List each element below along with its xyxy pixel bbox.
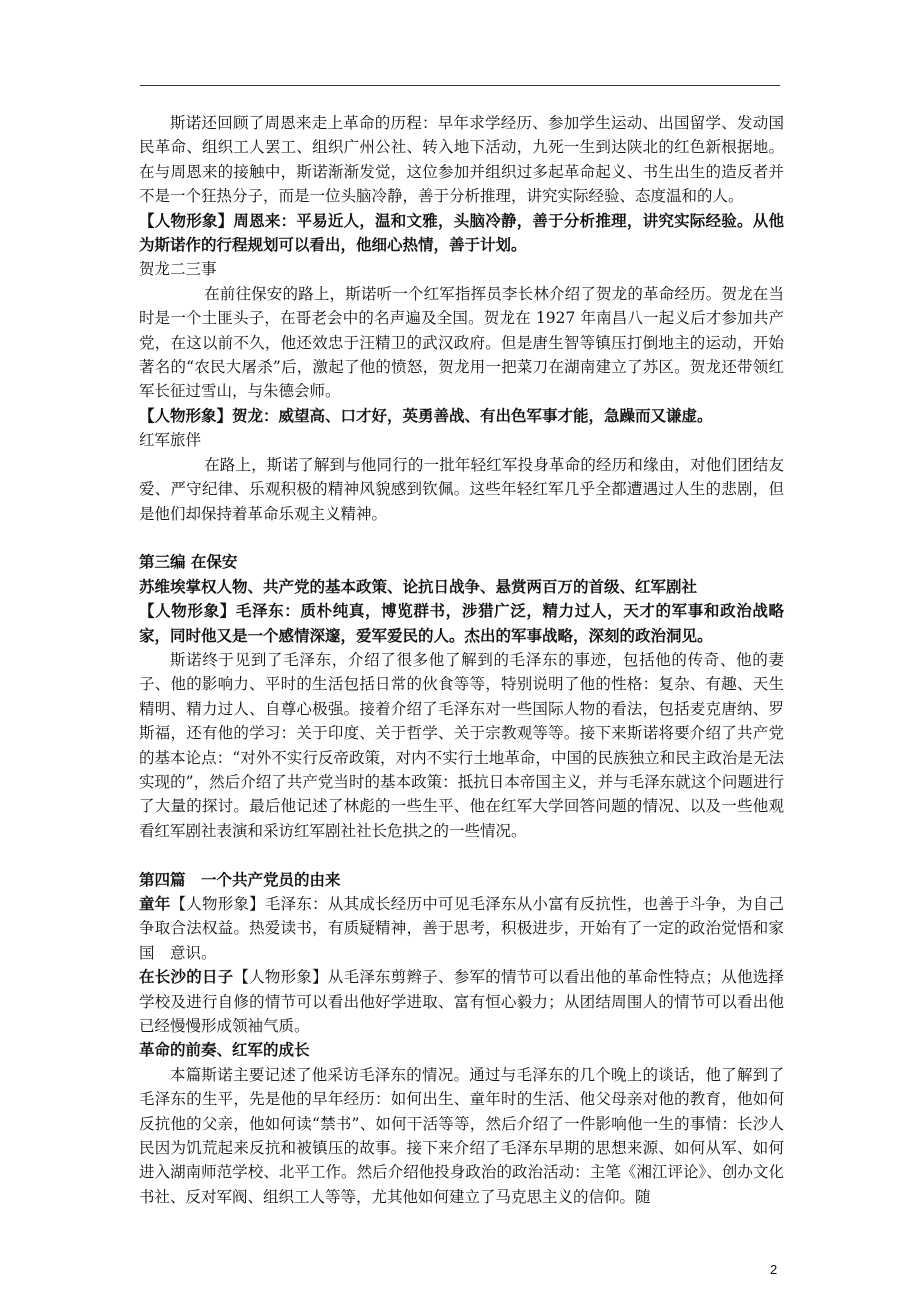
- mao-zedong-character: 【人物形象】毛泽东：质朴纯真，博览群书，涉猎广泛，精力过人，天才的军事和政治战略家，同时他又是一个感情深邃，爱军爱民的人。杰出的军事战略，深刻的政治洞见。: [139, 601, 784, 645]
- zhou-enlai-summary: 斯诺还回顾了周恩来走上革命的历程：早年求学经历、参加学生运动、出国留学、发动国民革命、组织工人罢工、组织广州公社、转入地下活动，九死一生到达陕北的红色新根据地。在与周恩来的接触中，斯诺渐渐发觉，这位参加并组织过多起革命起义、书生出生的造反者并不是一个狂热分子，而是一位头脑冷静，善于分析推理，讲究实际经验、态度温和的人。: [139, 114, 784, 206]
- red-army-companions-summary: 在路上，斯诺了解到与他同行的一批年轻红军投身革命的经历和缘由，对他们团结友爱、严守纪律、乐观积极的精神风貌感到钦佩。这些年轻红军几乎全都遭遇过人生的悲剧，但是他们却保持着革命乐观主义精神。: [139, 455, 784, 523]
- revolution-prelude-summary: 本篇斯诺主要记述了他采访毛泽东的情况。通过与毛泽东的几个晚上的谈话，他了解到了毛泽东的生平，先是他的早年经历：如何出生、童年时的生活、他父母亲对他的教育，他如何反抗他的父亲，他如何读“禁书”、如何干活等等，然后介绍了一件影响他一生的事情：长沙人民因为饥荒起来反抗和被镇压的故事。接下来介绍了毛泽东早期的思想来源、如何从军、如何进入湖南师范学校、北平工作。然后介绍他投身政治的政治活动：主笔《湘江评论》、创办文化书社、反对军阀、组织工人等等，尤其他如何建立了马克思主义的信仰。随: [139, 1065, 784, 1206]
- section-heading-he-long: 贺龙二三事: [139, 260, 217, 279]
- part-three-summary: 斯诺终于见到了毛泽东，介绍了很多他了解到的毛泽东的事迹，包括他的传奇、他的妻子、他的影响力、平时的生活包括日常的伙食等等，特别说明了他的性格：复杂、有趣、天生精明、精力过人、自尊心极强。接着介绍了毛泽东对一些国际人物的看法，包括麦克唐纳、罗斯福，还有他的学习：关于印度、关于哲学、关于宗教观等等。接下来斯诺将要介绍了共产党的基本论点：“对外不实行反帝政策，对内不实行土地革命，中国的民族独立和民主政治是无法实现的”，然后介绍了共产党当时的基本政策：抵抗日本帝国主义，并与毛泽东就这个问题进行了大量的探讨。最后他记述了林彪的一些生平、他在红军大学回答问题的情况、以及一些他观看红军剧社表演和采访红军剧社社长危拱之的一些情况。: [139, 650, 784, 840]
- header-rule: [140, 85, 780, 86]
- childhood-paragraph: [139, 892, 784, 965]
- childhood-character: 【人物形象】毛泽东：从其成长经历中可见毛泽东从小富有反抗性，也善于斗争，为自己争取合法权益。热爱读书，有质疑精神，善于思考，积极进步，开始有了一定的政治觉悟和家国 意识。: [139, 894, 784, 962]
- changsha-character: 【人物形象】从毛泽东剪辫子、参军的情节可以看出他的革命性特点；从他选择学校及进行自修的情节可以看出他好学进取、富有恒心毅力；从团结周围人的情节可以看出他已经慢慢形成领袖气质。: [139, 968, 784, 1035]
- part-four-heading: 第四篇 一个共产党员的由来: [139, 869, 341, 889]
- document-body: [139, 111, 784, 1209]
- he-long-summary: 在前往保安的路上，斯诺听一个红军指挥员李长林介绍了贺龙的革命经历。贺龙在当时是一个土匪头子，在哥老会中的名声遍及全国。贺龙在 1927 年南昌八一起义后才参加共产党，在这以前不久，他还效忠于汪精卫的武汉政府。但是唐生智等镇压打倒地主的运动，开始著名的“农民大屠杀”后，激起了他的愤怒，贺龙用一把菜刀在湖南建立了苏区。贺龙还带领红军长征过雪山，与朱德会师。: [139, 284, 784, 401]
- part-three-chapters: 苏维埃掌权人物、共产党的基本政策、论抗日战争、悬赏两百万的首级、红军剧社: [139, 576, 698, 596]
- changsha-heading: 在长沙的日子: [139, 967, 234, 987]
- spacer: [139, 526, 784, 550]
- changsha-paragraph: [139, 965, 784, 1038]
- zhou-enlai-character: 【人物形象】周恩来：平易近人，温和文雅，头脑冷静，善于分析推理，讲究实际经验。从他为斯诺作的行程规划可以看出，他细心热情，善于计划。: [139, 210, 784, 255]
- page-number: 2: [770, 1262, 778, 1277]
- part-three-heading: 第三编 在保安: [139, 552, 238, 572]
- he-long-character: 【人物形象】贺龙：威望高、口才好，英勇善战、有出色军事才能，急躁而又谦虚。: [139, 405, 713, 425]
- section-heading-red-army-companions: 红军旅伴: [139, 431, 202, 450]
- childhood-heading: 童年: [139, 893, 171, 913]
- revolution-prelude-heading: 革命的前奏、红军的成长: [139, 1040, 310, 1060]
- spacer: [139, 843, 784, 867]
